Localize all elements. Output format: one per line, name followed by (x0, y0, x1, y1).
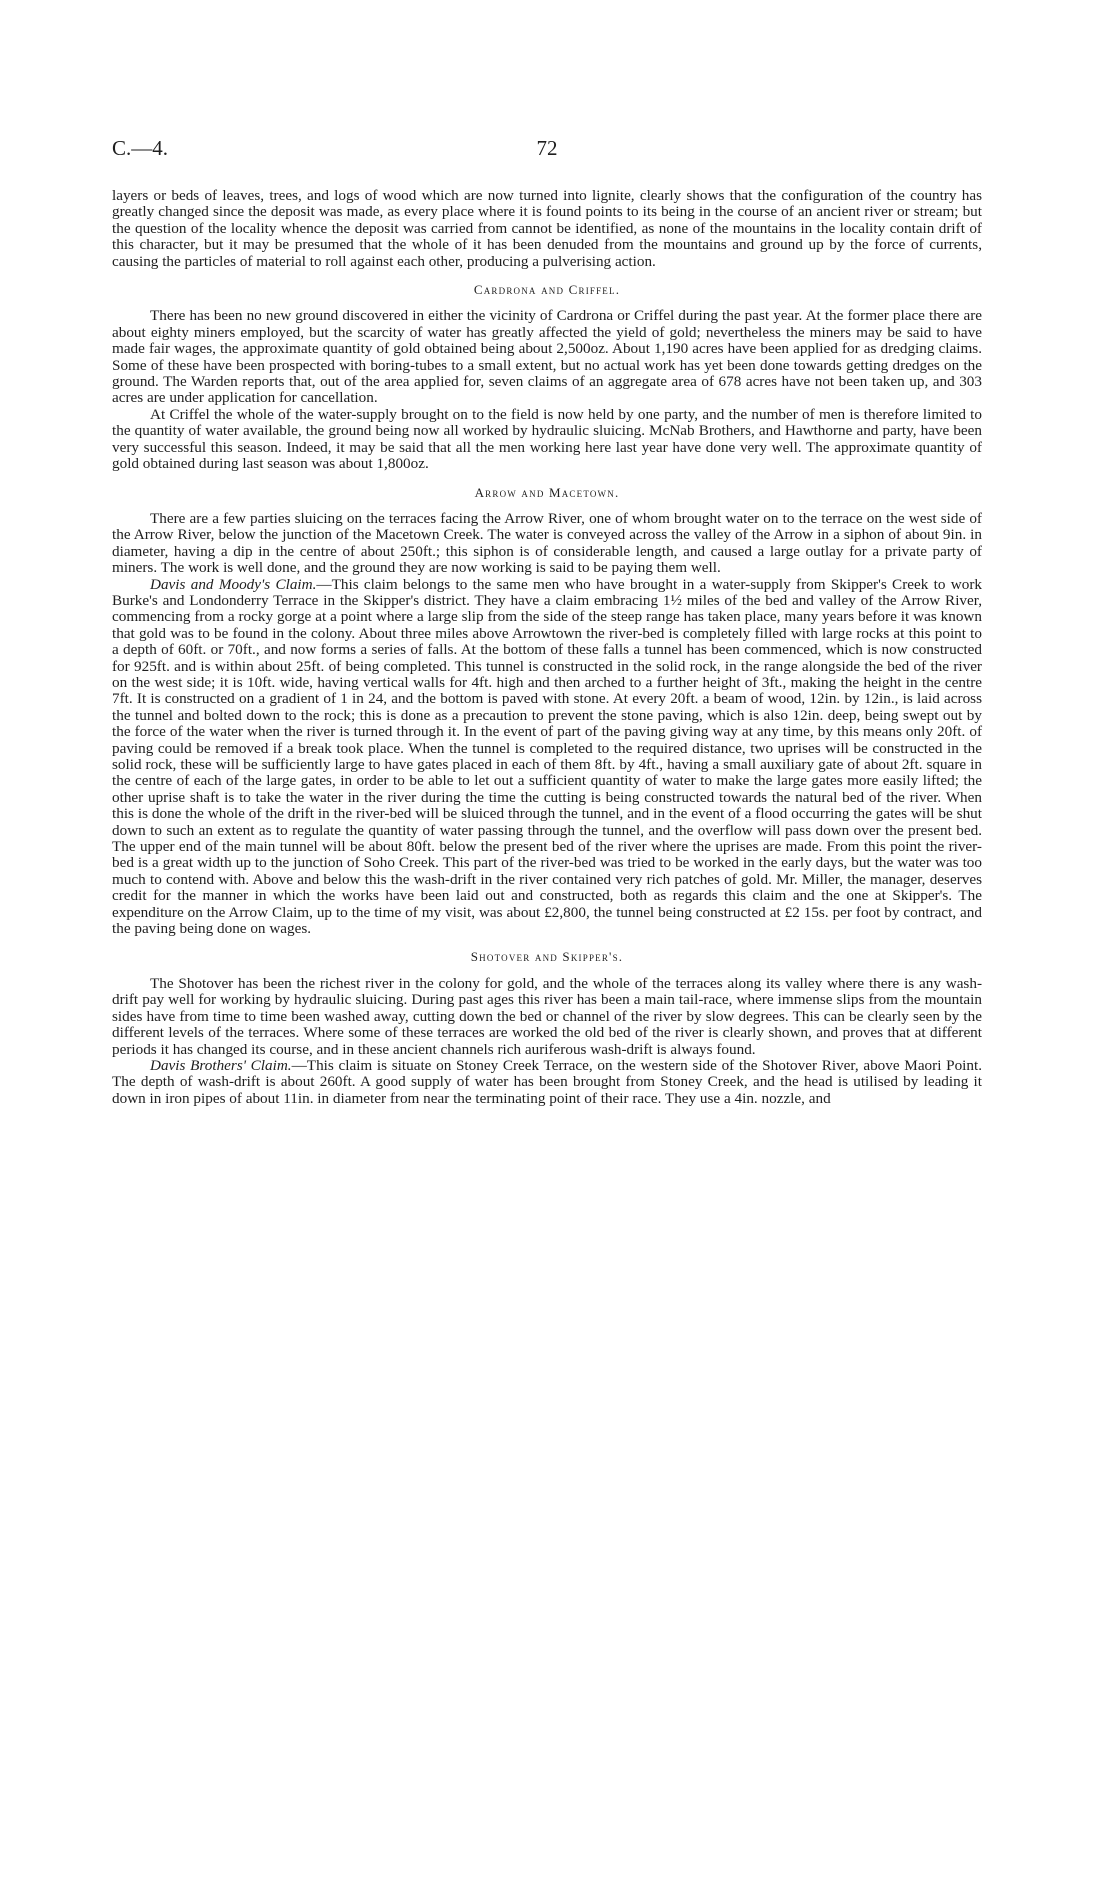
page-number: 72 (536, 136, 558, 160)
section-heading-shotover: Shotover and Skipper's. (470, 949, 624, 965)
paragraph-shotover-1: The Shotover has been the richest river in the colony for gold, and the whole of the terraces along its valley where there is any wash-drift pay well for working by hydraulic sluicing. During past ages this river has been a main tail-race, where immense slips from the mountain sides have from time to time been washed away, cutting down the bed or channel of the river by slow degrees. This can be clearly seen by the different levels of the terraces. Where some of these terraces are worked the old bed of the river is clearly shown, and proves that at different periods it has changed its course, and in these ancient channels rich auriferous wash-drift is always found. (112, 974, 982, 1058)
body-text (112, 188, 982, 1107)
page-header (112, 136, 982, 166)
section-heading-cardrona: Cardrona and Criffel. (473, 282, 621, 298)
claim-title-davis-brothers: Davis Brothers' Claim. (150, 1056, 292, 1074)
paragraph-arrow-2 (112, 577, 982, 938)
paragraph-cardrona-2: At Criffel the whole of the water-supply brought on to the field is now held by one party, and the number of men is therefore limited to the quantity of water available, the ground being now all worked by hydraulic sluicing. McNab Brothers, and Hawthorne and party, have been very successful this season. Indeed, it may be said that all the men working here last year have done very well. The approximate quantity of gold obtained during last season was about 1,800oz. (112, 405, 982, 473)
claim-text-davis-brothers: —This claim is situate on Stoney Creek Terrace, on the western side of the Shotover River, above Maori Point. The depth of wash-drift is about 260ft. A good supply of water has been brought from Stoney Creek, and the head is utilised by leading it down in iron pipes of about 11in. in diameter from near the terminating point of their race. They use a 4in. nozzle, and (112, 1056, 982, 1107)
claim-text-davis-moody: —This claim belongs to the same men who have brought in a water-supply from Skipper's Creek to work Burke's and Londonderry Terrace in the Skipper's district. They have a claim embracing 1½ miles of the bed and valley of the Arrow River, commencing from a rocky gorge at a point where a large slip from the side of the steep range has taken place, many years before it was known that gold was to be found in the colony. About three miles above Arrowtown the river-bed is completely filled with large rocks at this point to a depth of 60ft. or 70ft., and now forms a series of falls. At the bottom of these falls a tunnel has been commenced, which is now constructed for 925ft. and is within about 25ft. of being completed. This tunnel is constructed in the solid rock, in the range alongside the bed of the river on the west side; it is 10ft. wide, having vertical walls for 4ft. high and then arched to a further height of 3ft., making the height in the centre 7ft. It is constructed on a gradient of 1 in 24, and the bottom is paved with stone. At every 20ft. a beam of wood, 12in. by 12in., is laid across the tunnel and bolted down to the rock; this is done as a precaution to prevent the stone paving, which is also 12in. deep, being swept out by the force of the water when the river is turned through it. In the event of part of the paving giving way at any time, by this means only 20ft. of paving could be removed if a break took place. When the tunnel is completed to the required distance, two uprises will be constructed in the solid rock, these will be sufficiently large to have gates placed in each of them 8ft. by 4ft., having a small auxiliary gate of about 2ft. square in the centre of each of the large gates, in order to be able to let out a sufficient quantity of water to make the large gates more easily lifted; the other uprise shaft is to take the water in the river during the time the cutting is being constructed towards the natural bed of the river. When this is done the whole of the drift in the river-bed will be sluiced through the tunnel, and in the event of a flood occurring the gates will be shut down to such an extent as to regulate the quantity of water passing through the tunnel, and the overflow will pass down over the present bed. The upper end of the main tunnel will be about 80ft. below the present bed of the river where the uprises are made. From this point the river-bed is a great width up to the junction of Soho Creek. This part of the river-bed was tried to be worked in the early days, but the water was too much to contend with. Above and below this the wash-drift in the river contained very rich patches of gold. Mr. Miller, the manager, deserves credit for the manner in which the works have been laid out and constructed, both as regards this claim and the one at Skipper's. The expenditure on the Arrow Claim, up to the time of my visit, was about £2,800, the tunnel being constructed at £2 15s. per foot by contract, and the paving being done on wages. (112, 575, 982, 938)
claim-title-davis-moody: Davis and Moody's Claim. (150, 575, 317, 593)
paragraph-intro: layers or beds of leaves, trees, and logs of wood which are now turned into lignite, clearly shows that the configuration of the country has greatly changed since the deposit was made, as every place where it is found points to its being in the course of an ancient river or stream; but the question of the locality whence the deposit was carried from cannot be identified, as none of the mountains in the locality contain drift of this character, but it may be presumed that the whole of it has been denuded from the mountains and ground up by the force of currents, causing the particles of material to roll against each other, producing a pulverising action. (112, 187, 982, 270)
section-heading-arrow: Arrow and Macetown. (474, 484, 620, 500)
paragraph-arrow-1: There are a few parties sluicing on the terraces facing the Arrow River, one of whom brought water on to the terrace on the west side of the Arrow River, below the junction of the Macetown Creek. The water is conveyed across the valley of the Arrow in a siphon of about 9in. in diameter, having a dip in the centre of about 250ft.; this siphon is of considerable length, and caused a large outlay for a private party of miners. The work is well done, and the ground they are now working is said to be paying them well. (112, 509, 982, 577)
paragraph-cardrona-1: There has been no new ground discovered in either the vicinity of Cardrona or Criffel during the past year. At the former place there are about eighty miners employed, but the scarcity of water has greatly affected the yield of gold; nevertheless the miners may be said to have made fair wages, the approximate quantity of gold obtained being about 2,500oz. About 1,190 acres have been applied for as dredging claims. Some of these have been prospected with boring-tubes to a small extent, but no actual work has yet been done towards getting dredges on the ground. The Warden reports that, out of the area applied for, seven claims of an aggregate area of 678 acres have not been taken up, and 303 acres are under application for cancellation. (112, 307, 982, 407)
paragraph-shotover-2 (112, 1058, 982, 1107)
document-reference: C.—4. (112, 136, 169, 160)
